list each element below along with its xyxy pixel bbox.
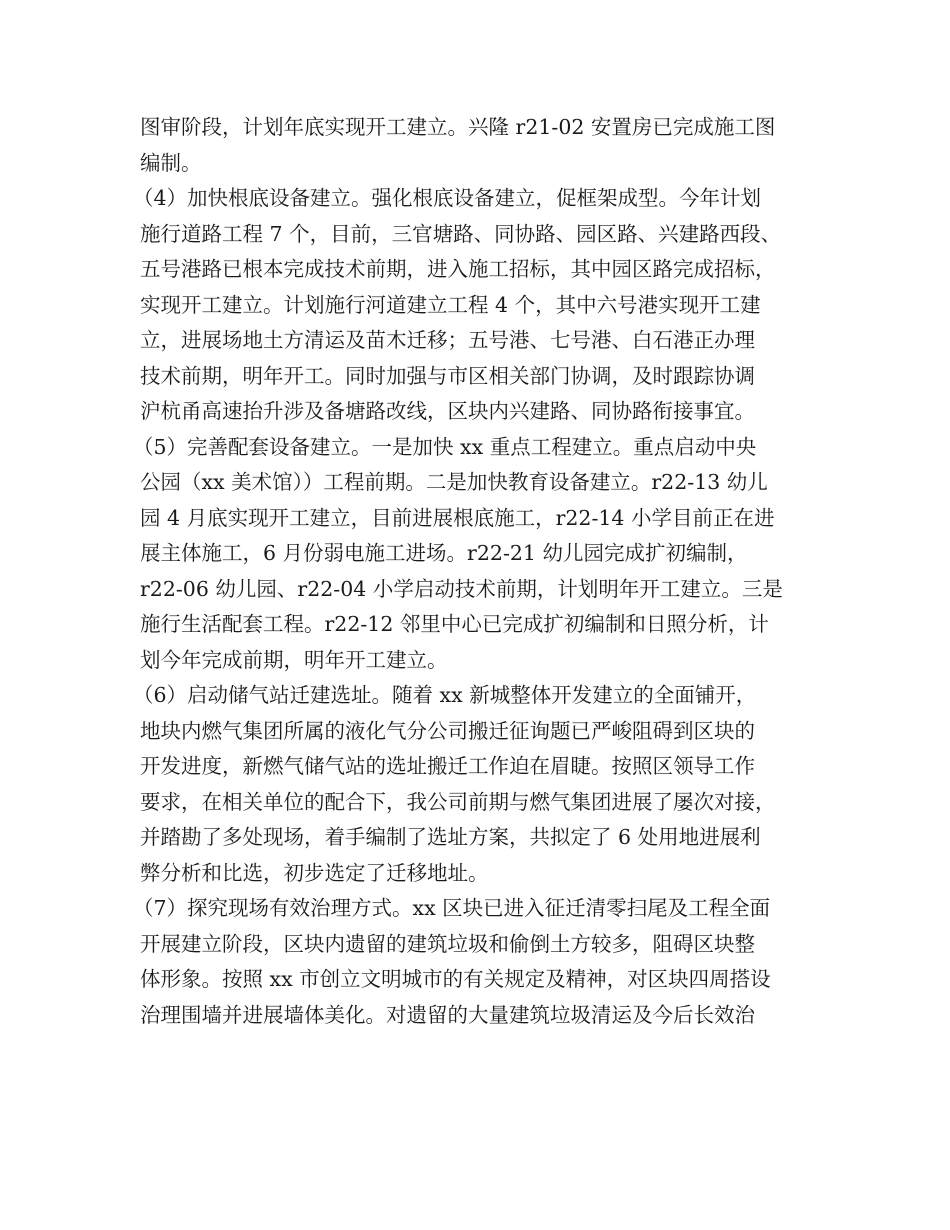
text-line: 开发进度，新燃气储气站的选址搬迁工作迫在眉睫。按照区领导工作 <box>140 754 755 778</box>
text-line: （7）探究现场有效治理方式。xx 区块已进入征迁清零扫尾及工程全面 <box>133 896 771 920</box>
text-line: （4）加快根底设备建立。强化根底设备建立，促框架成型。今年计划 <box>133 186 762 210</box>
text-line: 实现开工建立。计划施行河道建立工程 4 个，其中六号港实现开工建 <box>140 292 761 317</box>
text-line: 施行生活配套工程。r22-12 邻里中心已完成扩初编制和日照分析，计 <box>140 612 769 636</box>
text-line: 展主体施工，6 月份弱电施工进场。r22-21 幼儿园完成扩初编制， <box>140 541 748 565</box>
text-line: 弊分析和比选，初步选定了迁移地址。 <box>140 860 489 885</box>
text-line: 沪杭甬高速抬升涉及备塘路改线，区块内兴建路、同协路衔接事宜。 <box>140 399 755 423</box>
document-body <box>133 110 830 1033</box>
text-line: 体形象。按照 xx 市创立文明城市的有关规定及精神，对区块四周搭设 <box>140 967 771 991</box>
text-line: 园 4 月底实现开工建立，目前进展根底施工，r22-14 小学目前正在进 <box>140 505 775 530</box>
text-line: 开展建立阶段，区块内遗留的建筑垃圾和偷倒土方较多，阻碍区块整 <box>140 931 755 956</box>
text-line: 并踏勘了多处现场，着手编制了选址方案，共拟定了 6 处用地进展利 <box>140 825 761 849</box>
text-line: 地块内燃气集团所属的液化气分公司搬迁征询题已严峻阻碍到区块的 <box>140 718 755 743</box>
text-line: 要求，在相关单位的配合下，我公司前期与燃气集团进展了屡次对接， <box>140 789 776 814</box>
text-line: 立，进展场地土方清运及苗木迁移；五号港、七号港、白石港正办理 <box>140 328 755 352</box>
text-line: （5）完善配套设备建立。一是加快 xx 重点工程建立。重点启动中央 <box>133 434 757 459</box>
text-line: 治理围墙并进展墙体美化。对遗留的大量建筑垃圾清运及今后长效治 <box>140 1002 755 1027</box>
text-line: 图审阶段，计划年底实现开工建立。兴隆 r21-02 安置房已完成施工图 <box>140 115 776 139</box>
text-line: 公园（xx 美术馆））工程前期。二是加快教育设备建立。r22-13 幼儿 <box>140 470 768 494</box>
text-line: 划今年完成前期，明年开工建立。 <box>140 647 448 672</box>
text-line: 编制。 <box>140 150 202 175</box>
text-line: r22-06 幼儿园、r22-04 小学启动技术前期，计划明年开工建立。三是 <box>140 576 783 601</box>
text-line: （6）启动储气站迁建选址。随着 xx 新城整体开发建立的全面铺开， <box>133 683 757 707</box>
text-line: 五号港路已根本完成技术前期，进入施工招标，其中园区路完成招标， <box>140 257 776 281</box>
text-line: 技术前期，明年开工。同时加强与市区相关部门协调，及时跟踪协调 <box>140 363 755 388</box>
text-line: 施行道路工程 7 个，目前，三官塘路、同协路、园区路、兴建路西段、 <box>140 221 782 246</box>
